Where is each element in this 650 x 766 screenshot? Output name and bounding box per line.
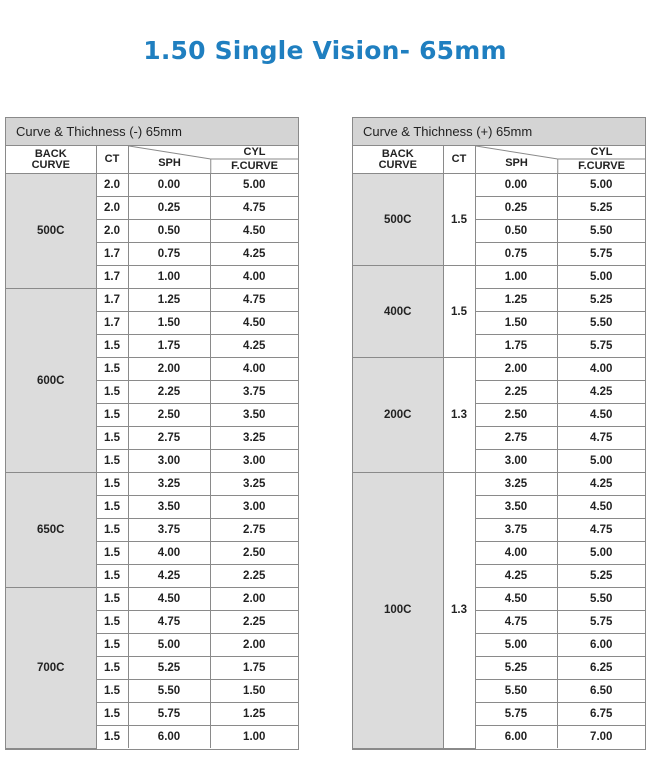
fcurve-cell: 1.75 bbox=[210, 657, 298, 680]
fcurve-cell: 5.25 bbox=[557, 197, 645, 220]
ct-cell: 1.5 bbox=[96, 427, 128, 450]
fcurve-cell: 3.50 bbox=[210, 404, 298, 427]
sph-cyl-header bbox=[475, 146, 645, 174]
table-row bbox=[353, 174, 645, 197]
ct-cell: 1.7 bbox=[96, 266, 128, 289]
fcurve-cell: 2.00 bbox=[210, 588, 298, 611]
panel-heading: Curve & Thichness (+) 65mm bbox=[353, 118, 645, 146]
sph-cell: 0.50 bbox=[128, 220, 210, 243]
table-header-row bbox=[6, 146, 298, 174]
fcurve-header: F.CURVE bbox=[231, 160, 278, 172]
ct-cell: 1.5 bbox=[96, 726, 128, 749]
table-row bbox=[353, 266, 645, 289]
sph-cell: 4.00 bbox=[128, 542, 210, 565]
plus-thickness-panel bbox=[352, 117, 646, 750]
back-curve-header bbox=[6, 146, 96, 174]
ct-cell: 1.5 bbox=[96, 657, 128, 680]
fcurve-cell: 6.50 bbox=[557, 680, 645, 703]
ct-cell: 1.5 bbox=[96, 450, 128, 473]
sph-cell: 3.75 bbox=[475, 519, 557, 542]
back-curve-cell: 400C bbox=[353, 266, 443, 358]
sph-cell: 3.25 bbox=[475, 473, 557, 496]
fcurve-cell: 3.25 bbox=[210, 427, 298, 450]
fcurve-cell: 5.50 bbox=[557, 588, 645, 611]
sph-cell: 1.50 bbox=[475, 312, 557, 335]
fcurve-cell: 5.00 bbox=[557, 266, 645, 289]
back-curve-cell: 200C bbox=[353, 358, 443, 473]
ct-cell: 1.7 bbox=[96, 289, 128, 312]
fcurve-cell: 4.75 bbox=[210, 289, 298, 312]
fcurve-cell: 4.75 bbox=[557, 519, 645, 542]
fcurve-cell: 5.25 bbox=[557, 565, 645, 588]
sph-cell: 4.50 bbox=[128, 588, 210, 611]
sph-cell: 0.00 bbox=[128, 174, 210, 197]
sph-cell: 1.75 bbox=[128, 335, 210, 358]
ct-cell: 1.5 bbox=[96, 611, 128, 634]
sph-cell: 1.00 bbox=[128, 266, 210, 289]
ct-cell: 2.0 bbox=[96, 174, 128, 197]
sph-cell: 5.00 bbox=[128, 634, 210, 657]
ct-cell: 1.3 bbox=[443, 473, 475, 749]
sph-cell: 2.25 bbox=[128, 381, 210, 404]
fcurve-cell: 4.50 bbox=[557, 404, 645, 427]
sph-cell: 3.50 bbox=[128, 496, 210, 519]
fcurve-cell: 1.00 bbox=[210, 726, 298, 749]
sph-cell: 5.50 bbox=[475, 680, 557, 703]
sph-cell: 5.75 bbox=[128, 703, 210, 726]
fcurve-cell: 5.75 bbox=[557, 243, 645, 266]
fcurve-cell: 4.25 bbox=[557, 473, 645, 496]
fcurve-cell: 5.50 bbox=[557, 220, 645, 243]
page-title: 1.50 Single Vision- 65mm bbox=[143, 36, 507, 65]
fcurve-cell: 5.50 bbox=[557, 312, 645, 335]
ct-cell: 1.5 bbox=[96, 496, 128, 519]
fcurve-cell: 5.00 bbox=[557, 450, 645, 473]
ct-header: CT bbox=[96, 146, 128, 174]
table-row bbox=[6, 473, 298, 496]
fcurve-cell: 6.00 bbox=[557, 634, 645, 657]
ct-cell: 1.5 bbox=[96, 404, 128, 427]
fcurve-cell: 2.50 bbox=[210, 542, 298, 565]
minus-curve-table bbox=[6, 146, 298, 749]
back-curve-cell: 700C bbox=[6, 588, 96, 749]
fcurve-cell: 4.00 bbox=[210, 358, 298, 381]
sph-cell: 3.00 bbox=[475, 450, 557, 473]
back-curve-header-line2: CURVE bbox=[31, 158, 70, 171]
fcurve-cell: 4.25 bbox=[210, 243, 298, 266]
back-curve-header bbox=[353, 146, 443, 174]
ct-header: CT bbox=[443, 146, 475, 174]
fcurve-cell: 3.25 bbox=[210, 473, 298, 496]
fcurve-cell: 2.00 bbox=[210, 634, 298, 657]
ct-cell: 1.5 bbox=[96, 542, 128, 565]
minus-thickness-panel bbox=[5, 117, 299, 750]
sph-cell: 0.75 bbox=[128, 243, 210, 266]
table-header-row bbox=[353, 146, 645, 174]
ct-cell: 1.5 bbox=[96, 473, 128, 496]
back-curve-cell: 500C bbox=[353, 174, 443, 266]
sph-cell: 5.50 bbox=[128, 680, 210, 703]
sph-cell: 5.00 bbox=[475, 634, 557, 657]
back-curve-cell: 600C bbox=[6, 289, 96, 473]
fcurve-cell: 2.25 bbox=[210, 565, 298, 588]
sph-cell: 0.25 bbox=[475, 197, 557, 220]
back-curve-cell: 650C bbox=[6, 473, 96, 588]
cyl-header: CYL bbox=[590, 146, 613, 158]
plus-curve-table bbox=[353, 146, 645, 749]
sph-cell: 0.00 bbox=[475, 174, 557, 197]
sph-cyl-header bbox=[128, 146, 298, 174]
sph-cell: 0.25 bbox=[128, 197, 210, 220]
ct-cell: 1.5 bbox=[96, 634, 128, 657]
sph-cell: 3.75 bbox=[128, 519, 210, 542]
ct-cell: 2.0 bbox=[96, 197, 128, 220]
sph-cell: 4.50 bbox=[475, 588, 557, 611]
fcurve-cell: 6.75 bbox=[557, 703, 645, 726]
sph-cell: 4.25 bbox=[128, 565, 210, 588]
fcurve-cell: 5.00 bbox=[557, 542, 645, 565]
fcurve-cell: 3.00 bbox=[210, 496, 298, 519]
sph-cell: 2.75 bbox=[128, 427, 210, 450]
fcurve-cell: 5.00 bbox=[557, 174, 645, 197]
sph-cell: 2.00 bbox=[128, 358, 210, 381]
fcurve-cell: 7.00 bbox=[557, 726, 645, 749]
sph-cell: 4.00 bbox=[475, 542, 557, 565]
fcurve-cell: 4.00 bbox=[557, 358, 645, 381]
fcurve-cell: 4.00 bbox=[210, 266, 298, 289]
sph-cell: 4.75 bbox=[475, 611, 557, 634]
ct-cell: 1.5 bbox=[96, 588, 128, 611]
table-row bbox=[6, 289, 298, 312]
sph-cell: 3.00 bbox=[128, 450, 210, 473]
fcurve-cell: 1.50 bbox=[210, 680, 298, 703]
ct-cell: 1.5 bbox=[443, 266, 475, 358]
fcurve-cell: 2.75 bbox=[210, 519, 298, 542]
sph-cell: 2.00 bbox=[475, 358, 557, 381]
fcurve-cell: 4.25 bbox=[557, 381, 645, 404]
ct-cell: 1.5 bbox=[96, 335, 128, 358]
sph-cell: 0.50 bbox=[475, 220, 557, 243]
sph-cell: 1.50 bbox=[128, 312, 210, 335]
fcurve-cell: 5.75 bbox=[557, 335, 645, 358]
sph-header: SPH bbox=[158, 157, 181, 169]
ct-cell: 1.5 bbox=[443, 174, 475, 266]
fcurve-cell: 5.25 bbox=[557, 289, 645, 312]
sph-cell: 6.00 bbox=[475, 726, 557, 749]
ct-cell: 1.5 bbox=[96, 565, 128, 588]
sph-cell: 2.50 bbox=[128, 404, 210, 427]
sph-cell: 2.25 bbox=[475, 381, 557, 404]
table-row bbox=[353, 358, 645, 381]
ct-cell: 1.5 bbox=[96, 358, 128, 381]
sph-cell: 4.25 bbox=[475, 565, 557, 588]
fcurve-cell: 4.50 bbox=[210, 220, 298, 243]
sph-cell: 1.00 bbox=[475, 266, 557, 289]
back-curve-cell: 500C bbox=[6, 174, 96, 289]
back-curve-header-line1: BACK bbox=[381, 147, 414, 160]
ct-cell: 1.5 bbox=[96, 703, 128, 726]
fcurve-cell: 4.50 bbox=[557, 496, 645, 519]
table-row bbox=[6, 588, 298, 611]
fcurve-cell: 3.00 bbox=[210, 450, 298, 473]
fcurve-cell: 4.25 bbox=[210, 335, 298, 358]
table-row bbox=[353, 473, 645, 496]
ct-cell: 1.5 bbox=[96, 519, 128, 542]
back-curve-header-line1: BACK bbox=[34, 147, 67, 160]
sph-cell: 5.25 bbox=[128, 657, 210, 680]
back-curve-header-line2: CURVE bbox=[378, 158, 417, 171]
ct-cell: 1.5 bbox=[96, 381, 128, 404]
fcurve-cell: 2.25 bbox=[210, 611, 298, 634]
fcurve-cell: 4.75 bbox=[557, 427, 645, 450]
fcurve-cell: 5.00 bbox=[210, 174, 298, 197]
sph-cell: 1.25 bbox=[475, 289, 557, 312]
ct-cell: 1.5 bbox=[96, 680, 128, 703]
fcurve-cell: 5.75 bbox=[557, 611, 645, 634]
fcurve-cell: 4.75 bbox=[210, 197, 298, 220]
fcurve-header: F.CURVE bbox=[578, 160, 625, 172]
sph-cell: 2.75 bbox=[475, 427, 557, 450]
cyl-header: CYL bbox=[243, 146, 266, 158]
sph-cell: 6.00 bbox=[128, 726, 210, 749]
sph-cell: 1.75 bbox=[475, 335, 557, 358]
sph-cell: 4.75 bbox=[128, 611, 210, 634]
fcurve-cell: 6.25 bbox=[557, 657, 645, 680]
sph-header: SPH bbox=[505, 157, 528, 169]
ct-cell: 2.0 bbox=[96, 220, 128, 243]
sph-cell: 3.25 bbox=[128, 473, 210, 496]
sph-cell: 5.25 bbox=[475, 657, 557, 680]
back-curve-cell: 100C bbox=[353, 473, 443, 749]
sph-cell: 0.75 bbox=[475, 243, 557, 266]
sph-cell: 5.75 bbox=[475, 703, 557, 726]
table-row bbox=[6, 174, 298, 197]
sph-cell: 1.25 bbox=[128, 289, 210, 312]
ct-cell: 1.3 bbox=[443, 358, 475, 473]
ct-cell: 1.7 bbox=[96, 243, 128, 266]
fcurve-cell: 3.75 bbox=[210, 381, 298, 404]
fcurve-cell: 4.50 bbox=[210, 312, 298, 335]
sph-cell: 2.50 bbox=[475, 404, 557, 427]
ct-cell: 1.7 bbox=[96, 312, 128, 335]
sph-cell: 3.50 bbox=[475, 496, 557, 519]
panel-heading: Curve & Thichness (-) 65mm bbox=[6, 118, 298, 146]
fcurve-cell: 1.25 bbox=[210, 703, 298, 726]
